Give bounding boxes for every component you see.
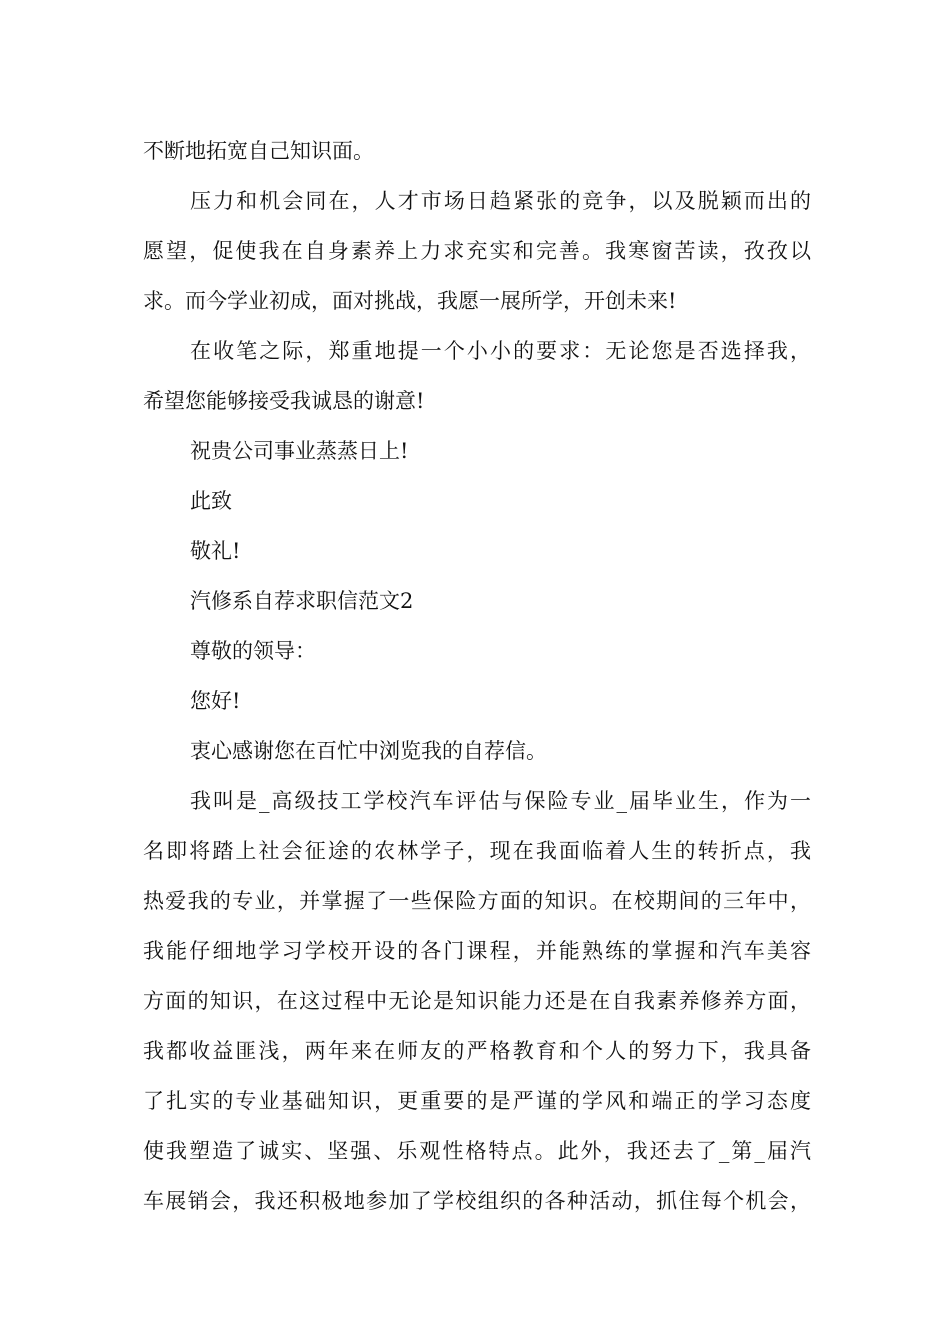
- closing-regards: 敬礼!: [190, 539, 241, 563]
- closing-salutation: 此致: [190, 489, 232, 513]
- paragraph-line: 热爱我的专业，并掌握了一些保险方面的知识。在校期间的三年中，: [143, 889, 811, 913]
- paragraph-line: 愿望，促使我在自身素养上力求充实和完善。我寒窗苦读，孜孜以: [143, 239, 811, 263]
- paragraph-line: 车展销会，我还积极地参加了学校组织的各种活动，抓住每个机会，: [143, 1189, 811, 1213]
- paragraph-line: 方面的知识，在这过程中无论是知识能力还是在自我素养修养方面，: [143, 989, 811, 1013]
- paragraph-line: 在收笔之际，郑重地提一个小小的要求：无论您是否选择我，: [190, 339, 811, 363]
- paragraph-line: 使我塑造了诚实、坚强、乐观性格特点。此外，我还去了_第_届汽: [143, 1139, 811, 1163]
- section-title: 汽修系自荐求职信范文2: [190, 589, 414, 613]
- paragraph-line: 不断地拓宽自己知识面。: [143, 139, 374, 163]
- letter-hello: 您好!: [190, 689, 241, 713]
- letter-greeting: 尊敬的领导：: [190, 639, 316, 663]
- closing-wish: 祝贵公司事业蒸蒸日上!: [190, 439, 409, 463]
- paragraph-line: 名即将踏上社会征途的农林学子，现在我面临着人生的转折点，我: [143, 839, 811, 863]
- paragraph-line: 我叫是_高级技工学校汽车评估与保险专业_届毕业生，作为一: [190, 789, 811, 813]
- paragraph-line: 求。而今学业初成，面对挑战，我愿一展所学，开创未来!: [143, 289, 677, 313]
- paragraph-line: 我能仔细地学习学校开设的各门课程，并能熟练的掌握和汽车美容: [143, 939, 811, 963]
- paragraph-line: 我都收益匪浅，两年来在师友的严格教育和个人的努力下，我具备: [143, 1039, 811, 1063]
- paragraph-line: 了扎实的专业基础知识，更重要的是严谨的学风和端正的学习态度: [143, 1089, 811, 1113]
- paragraph-line: 压力和机会同在，人才市场日趋紧张的竞争，以及脱颖而出的: [190, 189, 811, 213]
- letter-body: [143, 126, 811, 1226]
- paragraph-line: 希望您能够接受我诚恳的谢意!: [143, 389, 425, 413]
- paragraph-line: 衷心感谢您在百忙中浏览我的自荐信。: [190, 739, 547, 763]
